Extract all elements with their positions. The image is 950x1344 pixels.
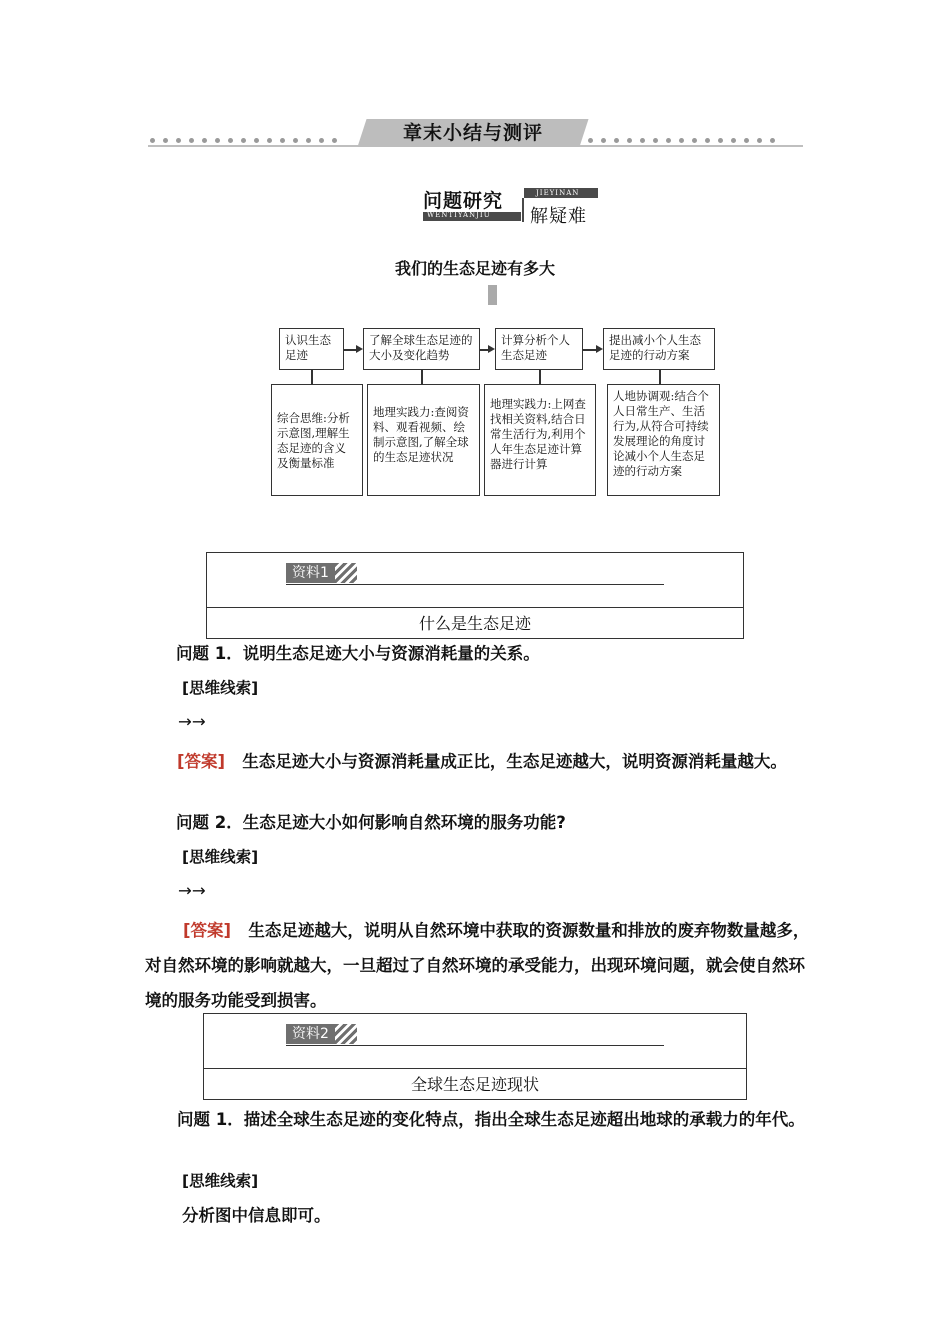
material-1-underline: [286, 584, 664, 585]
flow-detail-4: 人地协调观:结合个人日常生产、生活行为,从符合可持续发展理论的角度讨论减小个人生态足迹的行动方案: [607, 384, 720, 496]
question-2: 问题 2．生态足迹大小如何影响自然环境的服务功能?: [176, 813, 566, 832]
material-1-title: 什么是生态足迹: [418, 614, 531, 633]
flow-arrow-head-2: [488, 345, 495, 353]
question-2-answer: 生态足迹越大，说明从自然环境中获取的资源数量和排放的废弃物数量越多，对自然环境的影响就越大，一旦超过了自然环境的承受能力，出现环境问题，就会使自然环境的服务功能受到损害。: [145, 921, 810, 1010]
material-2-underline: [286, 1045, 664, 1046]
section-badge-right: 解疑难: [530, 206, 587, 227]
flow-detail-1: 综合思维:分析示意图,理解生态足迹的含义及衡量标准: [271, 384, 363, 496]
material-1-box: [206, 552, 744, 639]
question-1-answer-block: [145, 745, 810, 778]
material-2-box: [203, 1013, 747, 1100]
question-2-clue-label: [思维线索]: [182, 848, 259, 866]
flow-step-2: 了解全球生态足迹的大小及变化趋势: [363, 328, 480, 370]
section-badge-divider: [522, 198, 524, 222]
flow-arrow-line-2: [480, 349, 488, 351]
material-1-tag-hatch: [335, 563, 357, 583]
question-1-answer-label: [答案]: [177, 752, 226, 771]
question-1-answer: 生态足迹大小与资源消耗量成正比，生态足迹越大，说明资源消耗量越大。: [242, 752, 787, 771]
flow-arrow-line-1: [344, 349, 356, 351]
question-2-answer-block: [145, 913, 810, 1018]
question-3: 问题 1．描述全球生态足迹的变化特点，指出全球生态足迹超出地球的承载力的年代。: [177, 1110, 805, 1129]
decorative-dots-right: [588, 133, 783, 147]
section-badge-left-sub: WENTIYANJIU: [427, 211, 491, 219]
decorative-dots-left: [150, 133, 345, 147]
page-title: 我们的生态足迹有多大: [394, 259, 555, 278]
section-badge-left: 问题研究: [423, 190, 504, 212]
question-2-answer-label: [答案]: [183, 921, 232, 940]
flow-step-4: 提出减小个人生态足迹的行动方案: [603, 328, 715, 370]
decorative-block: [488, 285, 497, 305]
flow-step-3: 计算分析个人生态足迹: [495, 328, 583, 370]
flow-connector-2: [421, 370, 423, 384]
question-2-arrows: →→: [178, 881, 206, 900]
question-1-clue-label: [思维线索]: [182, 679, 259, 697]
question-1-arrows: →→: [178, 712, 206, 731]
question-3-clue-text: 分析图中信息即可。: [182, 1206, 331, 1225]
flow-connector-4: [659, 370, 661, 384]
material-2-tag-label: 资料2: [286, 1024, 335, 1044]
material-2-tag-hatch: [335, 1024, 357, 1044]
flow-connector-3: [539, 370, 541, 384]
flow-detail-3: 地理实践力:上网查找相关资料,结合日常生活行为,利用个人年生态足迹计算器进行计算: [484, 384, 596, 496]
section-badge-right-sub: JIEYINAN: [536, 189, 580, 197]
flow-step-1: 认识生态足迹: [279, 328, 344, 370]
material-2-tag: [286, 1024, 357, 1044]
material-2-divider: [204, 1068, 746, 1069]
flow-arrow-head-1: [356, 345, 363, 353]
question-1: 问题 1．说明生态足迹大小与资源消耗量的关系。: [176, 644, 540, 663]
question-3-clue-label: [思维线索]: [182, 1172, 259, 1190]
flow-detail-2: 地理实践力:查阅资料、观看视频、绘制示意图,了解全球的生态足迹状况: [367, 384, 480, 496]
flow-connector-1: [311, 370, 313, 384]
material-2-title: 全球生态足迹现状: [410, 1075, 539, 1094]
flow-arrow-line-3: [583, 349, 596, 351]
material-1-divider: [207, 607, 743, 608]
material-1-tag: [286, 563, 357, 583]
chapter-title: 章末小结与测评: [402, 122, 543, 144]
flow-arrow-head-3: [596, 345, 603, 353]
material-1-tag-label: 资料1: [286, 563, 335, 583]
